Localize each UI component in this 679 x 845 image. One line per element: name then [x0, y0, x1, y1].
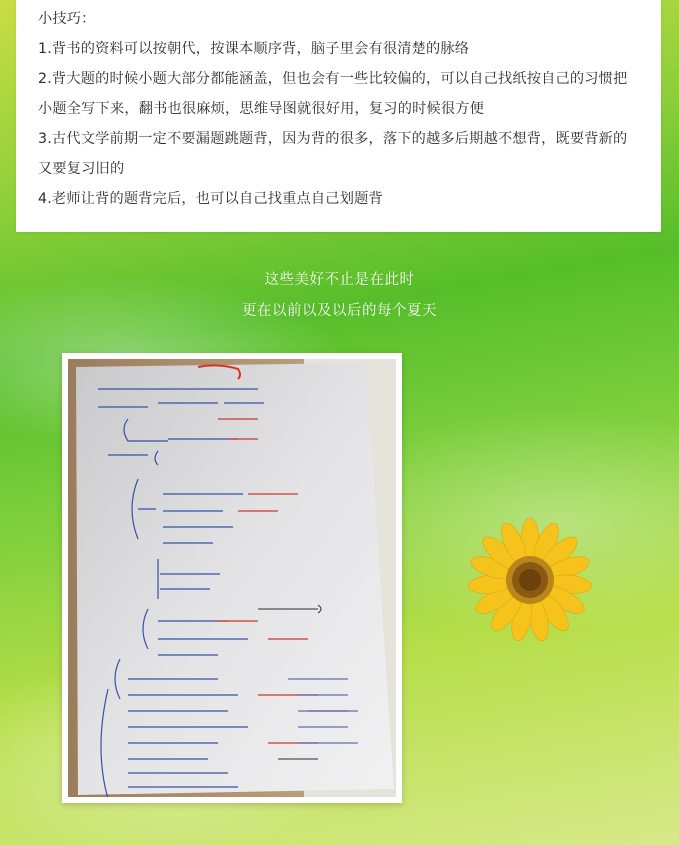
- handwritten-mind-map-icon: [68, 359, 396, 797]
- tip-item-3: 3.古代文学前期一定不要漏题跳题背，因为背的很多，落下的越多后期越不想背，既要背新的又要复习旧的: [38, 131, 628, 177]
- tip-item-1: 1.背书的资料可以按朝代，按课本顺序背，脑子里会有很清楚的脉络: [38, 41, 470, 57]
- tip-item-4: 4.老师让背的题背完后，也可以自己找重点自己划题背: [38, 191, 383, 207]
- tips-title: 小技巧：: [38, 11, 96, 27]
- tips-card: [16, 0, 661, 232]
- quote-line-2: 更在以前以及以后的每个夏天: [242, 303, 437, 319]
- mind-map-photo: [62, 353, 402, 803]
- sunflower-icon: [468, 518, 592, 642]
- tip-item-2: 2.背大题的时候小题大部分都能涵盖，但也会有一些比较偏的，可以自己找纸按自己的习惯把小题全写下来，翻书也很麻烦，思维导图就很好用，复习的时候很方便: [38, 71, 628, 117]
- quote-line-1: 这些美好不止是在此时: [264, 272, 415, 288]
